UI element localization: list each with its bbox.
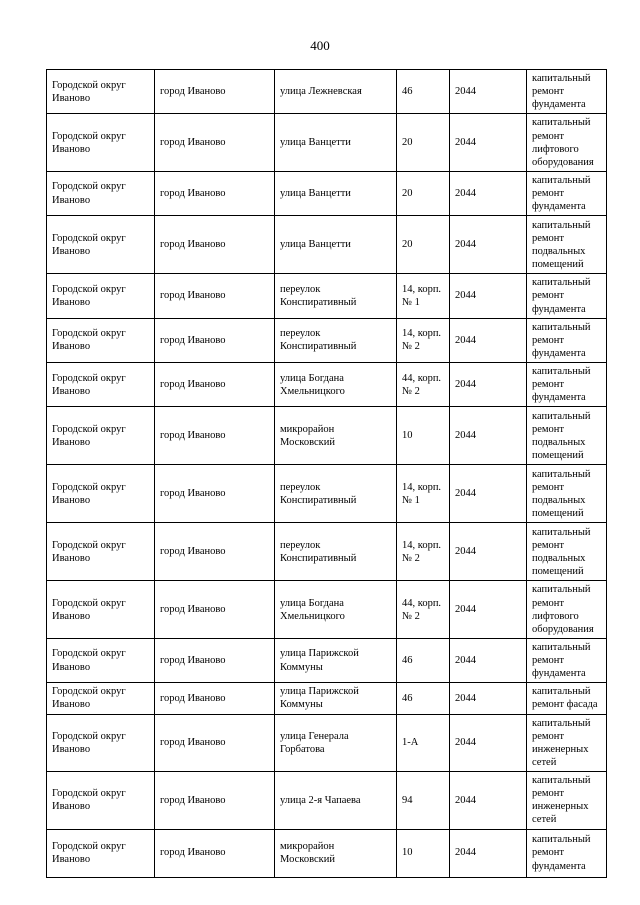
district-cell: Городской округ Иваново bbox=[47, 216, 155, 274]
city-cell: город Иваново bbox=[155, 70, 275, 114]
house-number-cell: 14, корп. № 2 bbox=[397, 318, 450, 362]
city-cell: город Иваново bbox=[155, 465, 275, 523]
work-type-cell: капитальный ремонт фундамента bbox=[527, 638, 607, 682]
street-cell: улица Лежневская bbox=[275, 70, 397, 114]
year-cell: 2044 bbox=[450, 772, 527, 830]
city-cell: город Иваново bbox=[155, 772, 275, 830]
district-cell: Городской округ Иваново bbox=[47, 683, 155, 714]
district-cell: Городской округ Иваново bbox=[47, 274, 155, 318]
table-row bbox=[47, 523, 607, 581]
street-cell: улица 2-я Чапаева bbox=[275, 772, 397, 830]
work-type-cell: капитальный ремонт фундамента bbox=[527, 171, 607, 215]
page-number: 400 bbox=[310, 38, 330, 53]
street-cell: улица Ванцетти bbox=[275, 171, 397, 215]
year-cell: 2044 bbox=[450, 318, 527, 362]
work-type-cell: капитальный ремонт лифтового оборудования bbox=[527, 114, 607, 172]
street-cell: микрорайон Московский bbox=[275, 407, 397, 465]
city-cell: город Иваново bbox=[155, 363, 275, 407]
district-cell: Городской округ Иваново bbox=[47, 638, 155, 682]
year-cell: 2044 bbox=[450, 829, 527, 877]
table-row bbox=[47, 114, 607, 172]
table-row bbox=[47, 772, 607, 830]
work-type-cell: капитальный ремонт фундамента bbox=[527, 363, 607, 407]
work-type-cell: капитальный ремонт инженерных сетей bbox=[527, 714, 607, 772]
year-cell: 2044 bbox=[450, 171, 527, 215]
house-number-cell: 14, корп. № 1 bbox=[397, 274, 450, 318]
street-cell: переулок Конспиративный bbox=[275, 318, 397, 362]
year-cell: 2044 bbox=[450, 363, 527, 407]
table-row bbox=[47, 465, 607, 523]
work-type-cell: капитальный ремонт подвальных помещений bbox=[527, 407, 607, 465]
work-type-cell: капитальный ремонт фундамента bbox=[527, 829, 607, 877]
district-cell: Городской округ Иваново bbox=[47, 465, 155, 523]
table-row bbox=[47, 581, 607, 639]
work-type-cell: капитальный ремонт подвальных помещений bbox=[527, 216, 607, 274]
district-cell: Городской округ Иваново bbox=[47, 581, 155, 639]
year-cell: 2044 bbox=[450, 70, 527, 114]
table-row bbox=[47, 216, 607, 274]
house-number-cell: 1-А bbox=[397, 714, 450, 772]
street-cell: переулок Конспиративный bbox=[275, 274, 397, 318]
house-number-cell: 20 bbox=[397, 216, 450, 274]
city-cell: город Иваново bbox=[155, 581, 275, 639]
house-number-cell: 46 bbox=[397, 638, 450, 682]
street-cell: улица Парижской Коммуны bbox=[275, 683, 397, 714]
street-cell: улица Богдана Хмельницкого bbox=[275, 363, 397, 407]
table-row bbox=[47, 171, 607, 215]
table-row bbox=[47, 714, 607, 772]
city-cell: город Иваново bbox=[155, 638, 275, 682]
city-cell: город Иваново bbox=[155, 171, 275, 215]
year-cell: 2044 bbox=[450, 216, 527, 274]
table-body bbox=[47, 70, 607, 878]
year-cell: 2044 bbox=[450, 274, 527, 318]
district-cell: Городской округ Иваново bbox=[47, 407, 155, 465]
street-cell: улица Ванцетти bbox=[275, 114, 397, 172]
table-row bbox=[47, 363, 607, 407]
work-type-cell: капитальный ремонт инженерных сетей bbox=[527, 772, 607, 830]
street-cell: улица Парижской Коммуны bbox=[275, 638, 397, 682]
house-number-cell: 44, корп. № 2 bbox=[397, 363, 450, 407]
work-type-cell: капитальный ремонт фундамента bbox=[527, 274, 607, 318]
city-cell: город Иваново bbox=[155, 318, 275, 362]
house-number-cell: 46 bbox=[397, 683, 450, 714]
house-number-cell: 46 bbox=[397, 70, 450, 114]
district-cell: Городской округ Иваново bbox=[47, 70, 155, 114]
year-cell: 2044 bbox=[450, 714, 527, 772]
table-row bbox=[47, 274, 607, 318]
city-cell: город Иваново bbox=[155, 216, 275, 274]
district-cell: Городской округ Иваново bbox=[47, 318, 155, 362]
table-row bbox=[47, 407, 607, 465]
city-cell: город Иваново bbox=[155, 683, 275, 714]
house-number-cell: 14, корп. № 1 bbox=[397, 465, 450, 523]
district-cell: Городской округ Иваново bbox=[47, 772, 155, 830]
street-cell: улица Богдана Хмельницкого bbox=[275, 581, 397, 639]
work-type-cell: капитальный ремонт подвальных помещений bbox=[527, 523, 607, 581]
street-cell: микрорайон Московский bbox=[275, 829, 397, 877]
city-cell: город Иваново bbox=[155, 274, 275, 318]
house-number-cell: 14, корп. № 2 bbox=[397, 523, 450, 581]
district-cell: Городской округ Иваново bbox=[47, 171, 155, 215]
house-number-cell: 44, корп. № 2 bbox=[397, 581, 450, 639]
street-cell: переулок Конспиративный bbox=[275, 523, 397, 581]
house-number-cell: 10 bbox=[397, 829, 450, 877]
year-cell: 2044 bbox=[450, 407, 527, 465]
work-type-cell: капитальный ремонт фасада bbox=[527, 683, 607, 714]
house-number-cell: 20 bbox=[397, 171, 450, 215]
street-cell: улица Генерала Горбатова bbox=[275, 714, 397, 772]
district-cell: Городской округ Иваново bbox=[47, 714, 155, 772]
table-row bbox=[47, 829, 607, 877]
year-cell: 2044 bbox=[450, 581, 527, 639]
city-cell: город Иваново bbox=[155, 714, 275, 772]
work-type-cell: капитальный ремонт фундамента bbox=[527, 70, 607, 114]
work-type-cell: капитальный ремонт лифтового оборудования bbox=[527, 581, 607, 639]
year-cell: 2044 bbox=[450, 523, 527, 581]
district-cell: Городской округ Иваново bbox=[47, 523, 155, 581]
district-cell: Городской округ Иваново bbox=[47, 114, 155, 172]
work-type-cell: капитальный ремонт фундамента bbox=[527, 318, 607, 362]
year-cell: 2044 bbox=[450, 114, 527, 172]
city-cell: город Иваново bbox=[155, 829, 275, 877]
repair-schedule-table bbox=[46, 69, 607, 878]
city-cell: город Иваново bbox=[155, 407, 275, 465]
city-cell: город Иваново bbox=[155, 114, 275, 172]
table-row bbox=[47, 638, 607, 682]
district-cell: Городской округ Иваново bbox=[47, 363, 155, 407]
work-type-cell: капитальный ремонт подвальных помещений bbox=[527, 465, 607, 523]
district-cell: Городской округ Иваново bbox=[47, 829, 155, 877]
city-cell: город Иваново bbox=[155, 523, 275, 581]
table-row bbox=[47, 683, 607, 714]
year-cell: 2044 bbox=[450, 465, 527, 523]
house-number-cell: 94 bbox=[397, 772, 450, 830]
house-number-cell: 10 bbox=[397, 407, 450, 465]
table-row bbox=[47, 70, 607, 114]
street-cell: улица Ванцетти bbox=[275, 216, 397, 274]
street-cell: переулок Конспиративный bbox=[275, 465, 397, 523]
house-number-cell: 20 bbox=[397, 114, 450, 172]
year-cell: 2044 bbox=[450, 683, 527, 714]
table-row bbox=[47, 318, 607, 362]
year-cell: 2044 bbox=[450, 638, 527, 682]
